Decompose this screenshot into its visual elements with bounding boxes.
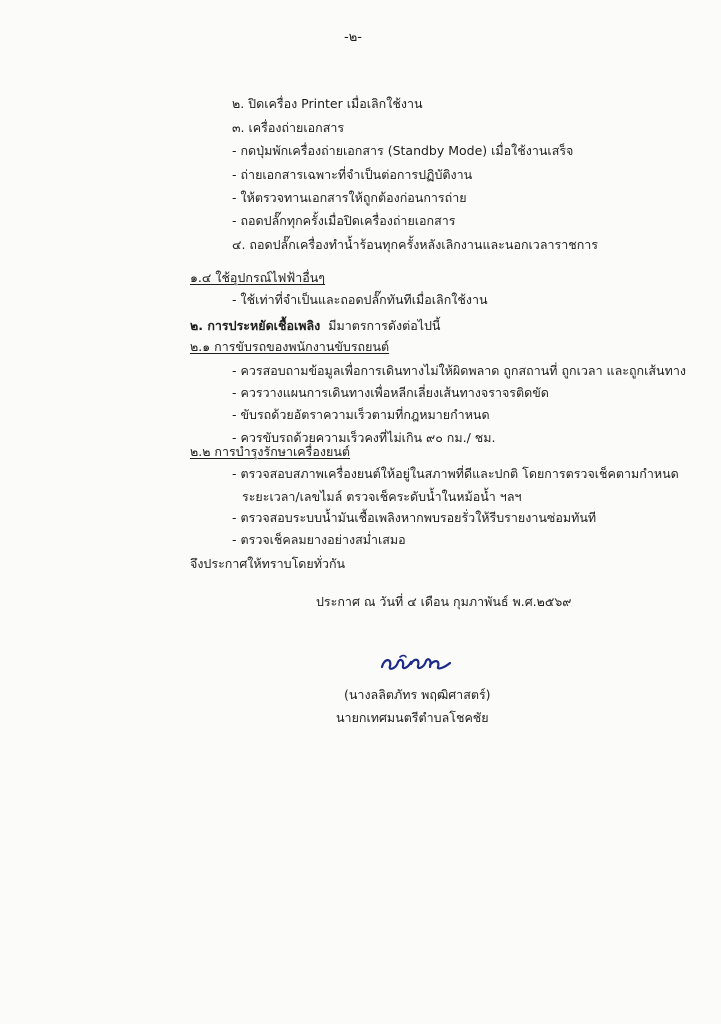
driving-item-2: - ควรวางแผนการเดินทางเพื่อหลีกเลี่ยงเส้นทางจราจรติดขัด: [232, 385, 549, 400]
section-2-heading-line: [190, 318, 440, 334]
item-printer-off: ๒. ปิดเครื่อง Printer เมื่อเลิกใช้งาน: [232, 96, 423, 111]
signature-image: [378, 652, 454, 674]
maintenance-item-2: - ตรวจสอบระบบน้ำมันเชื้อเพลิงหากพบรอยรั่วให้รีบรายงานซ่อมทันที: [232, 510, 597, 525]
section-1-4-heading: ๑.๔ ใช้อุปกรณ์ไฟฟ้าอื่นๆ: [190, 270, 326, 285]
section-2-2-heading: ๒.๒ การบำรุงรักษาเครื่องยนต์: [190, 444, 350, 459]
other-appliances-item: - ใช้เท่าที่จำเป็นและถอดปลั๊กทันทีเมื่อเลิกใช้งาน: [232, 292, 488, 307]
signatory-title: นายกเทศมนตรีตำบลโชคชัย: [336, 710, 489, 725]
signatory-name: (นางลลิตภัทร พฤฒิศาสตร์): [344, 687, 491, 702]
maintenance-item-1: - ตรวจสอบสภาพเครื่องยนต์ให้อยู่ในสภาพที่ดีและปกติ โดยการตรวจเช็คตามกำหนด: [232, 466, 679, 481]
maintenance-item-1-cont: ระยะเวลา/เลขไมล์ ตรวจเช็คระดับน้ำในหม้อน้ำ ฯลฯ: [242, 489, 522, 504]
copier-check-documents: - ให้ตรวจทานเอกสารให้ถูกต้องก่อนการถ่าย: [232, 190, 467, 205]
driving-item-4: - ควรขับรถด้วยความเร็วคงที่ไม่เกิน ๙๐ กม./ ชม.: [232, 430, 496, 445]
copier-standby: - กดปุ่มพักเครื่องถ่ายเอกสาร (Standby Mode) เมื่อใช้งานเสร็จ: [232, 143, 574, 158]
copier-unplug: - ถอดปลั๊กทุกครั้งเมื่อปิดเครื่องถ่ายเอกสาร: [232, 213, 456, 228]
section-2-1-heading: ๒.๑ การขับรถของพนักงานขับรถยนต์: [190, 339, 390, 354]
driving-item-3: - ขับรถด้วยอัตราความเร็วตามที่กฎหมายกำหนด: [232, 407, 490, 422]
driving-item-1: - ควรสอบถามข้อมูลเพื่อการเดินทางไม่ให้ผิดพลาด ถูกสถานที่ ถูกเวลา และถูกเส้นทาง: [232, 363, 686, 378]
page-number: -๒-: [344, 30, 362, 45]
copier-necessary-only: - ถ่ายเอกสารเฉพาะที่จำเป็นต่อการปฏิบัติงาน: [232, 167, 473, 182]
maintenance-item-3: - ตรวจเช็คลมยางอย่างสม่ำเสมอ: [232, 532, 406, 547]
section-2-heading: ๒. การประหยัดเชื้อเพลิง: [190, 318, 321, 333]
announcement-date: ประกาศ ณ วันที่ ๔ เดือน กุมภาพันธ์ พ.ศ.๒๕๖๙: [316, 594, 572, 609]
item-copier-heading: ๓. เครื่องถ่ายเอกสาร: [232, 120, 345, 135]
closing-statement: จึงประกาศให้ทราบโดยทั่วกัน: [190, 556, 346, 571]
section-2-intro: มีมาตรการดังต่อไปนี้: [328, 318, 441, 333]
item-water-heater: ๔. ถอดปลั๊กเครื่องทำน้ำร้อนทุกครั้งหลังเลิกงานและนอกเวลาราชการ: [232, 237, 599, 252]
